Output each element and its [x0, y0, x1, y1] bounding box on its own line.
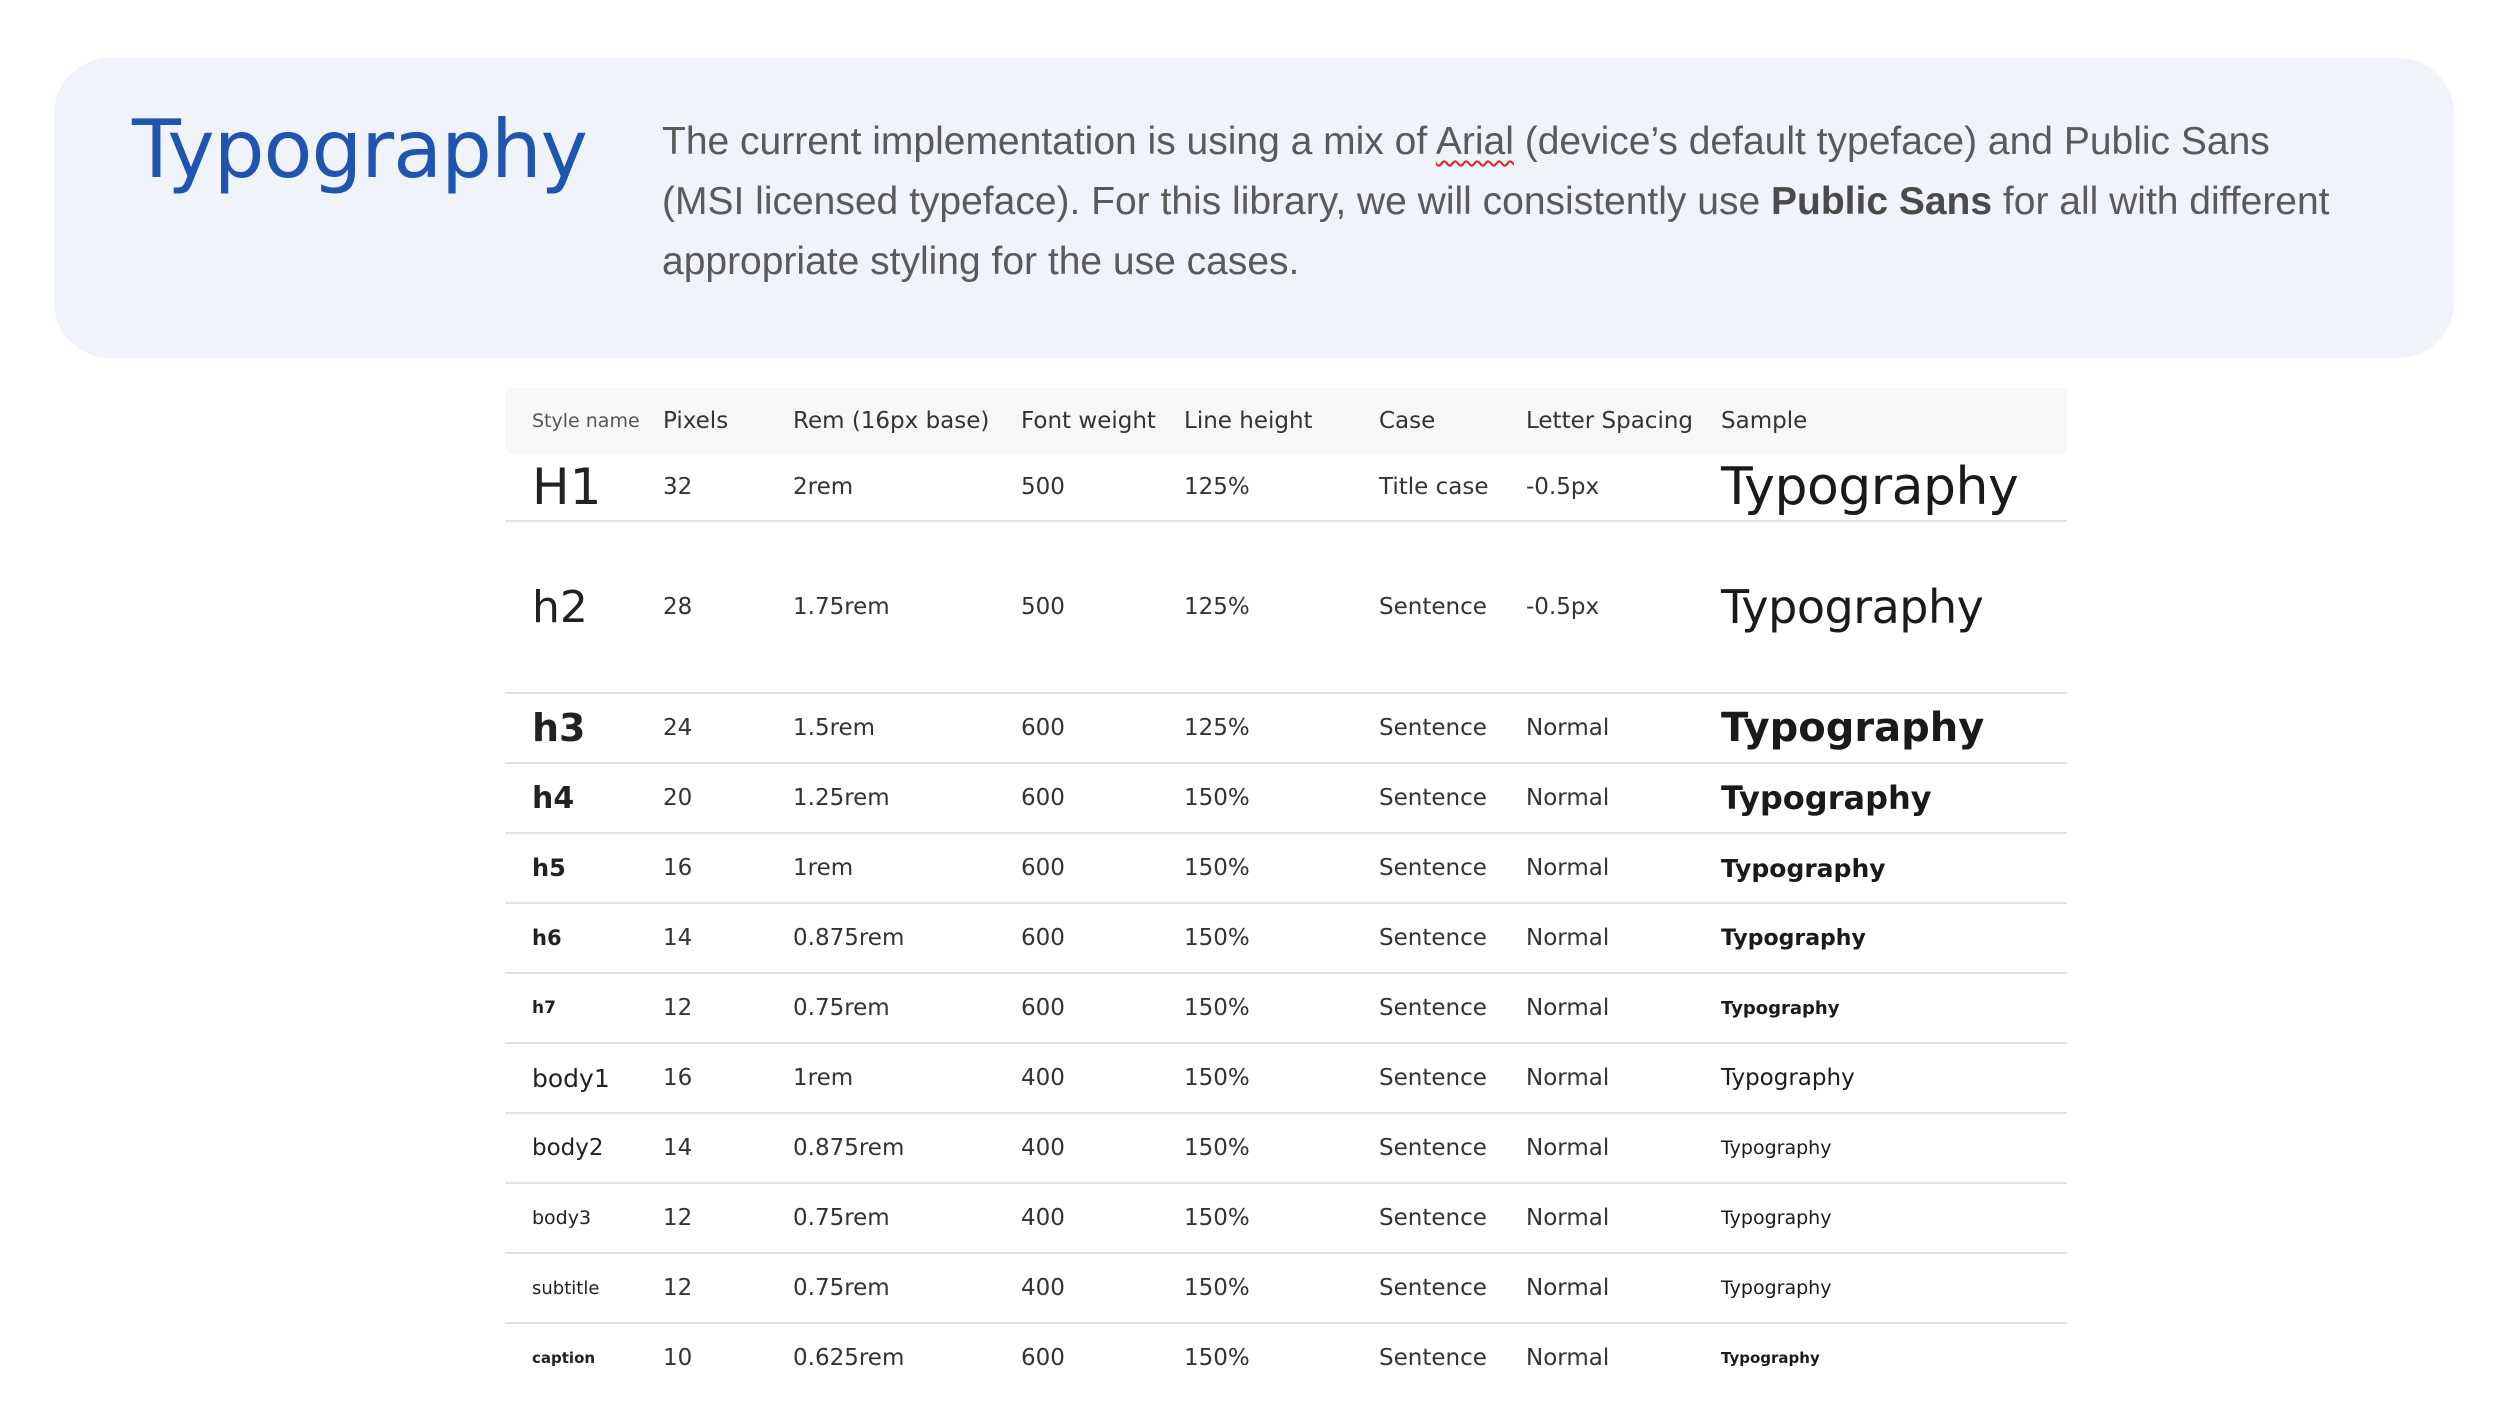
case-cell: Sentence — [1379, 925, 1487, 951]
sample-cell: Typography — [1721, 997, 1840, 1019]
rem-cell: 0.75rem — [793, 1275, 890, 1301]
pixels-cell: 10 — [663, 1345, 693, 1371]
sample-cell: Typography — [1721, 456, 2019, 517]
rem-cell: 1.25rem — [793, 785, 890, 811]
table-row — [505, 834, 2067, 904]
rem-cell: 0.875rem — [793, 1135, 905, 1161]
letter-spacing-cell: Normal — [1526, 785, 1610, 811]
intro-description — [662, 112, 2362, 292]
line-height-cell: 125% — [1184, 715, 1250, 741]
pixels-cell: 12 — [663, 1205, 693, 1231]
letter-spacing-cell: -0.5px — [1526, 594, 1600, 620]
font-weight-cell: 400 — [1021, 1205, 1065, 1231]
pixels-cell: 12 — [663, 995, 693, 1021]
table-row — [505, 522, 2067, 694]
case-cell: Sentence — [1379, 1135, 1487, 1161]
header-letter-spacing: Letter Spacing — [1526, 407, 1694, 434]
table-row — [505, 1114, 2067, 1184]
style-name-cell: subtitle — [532, 1277, 600, 1299]
line-height-cell: 150% — [1184, 1135, 1250, 1161]
letter-spacing-cell: Normal — [1526, 1205, 1610, 1231]
font-weight-cell: 600 — [1021, 1345, 1065, 1371]
header-case: Case — [1379, 407, 1436, 434]
intro-text-part-3: for all with different appropriate styling for the use cases. — [662, 180, 2330, 283]
font-weight-cell: 600 — [1021, 995, 1065, 1021]
pixels-cell: 24 — [663, 715, 693, 741]
header-sample: Sample — [1721, 407, 1808, 434]
sample-cell: Typography — [1721, 1349, 1820, 1367]
table-row — [505, 1254, 2067, 1324]
font-weight-cell: 400 — [1021, 1275, 1065, 1301]
pixels-cell: 16 — [663, 855, 693, 881]
sample-cell: Typography — [1721, 1137, 1832, 1159]
style-name-cell: h5 — [532, 854, 566, 882]
font-weight-cell: 400 — [1021, 1065, 1065, 1091]
font-weight-cell: 600 — [1021, 715, 1065, 741]
sample-cell: Typography — [1721, 580, 1984, 634]
font-weight-cell: 400 — [1021, 1135, 1065, 1161]
style-name-cell: body1 — [532, 1063, 610, 1093]
letter-spacing-cell: Normal — [1526, 1275, 1610, 1301]
letter-spacing-cell: Normal — [1526, 1135, 1610, 1161]
rem-cell: 1.5rem — [793, 715, 876, 741]
typography-table — [505, 388, 2067, 1392]
sample-cell: Typography — [1721, 705, 1985, 751]
line-height-cell: 150% — [1184, 1065, 1250, 1091]
case-cell: Sentence — [1379, 715, 1487, 741]
style-name-cell: h7 — [532, 998, 556, 1018]
sample-cell: Typography — [1721, 779, 1932, 817]
sample-cell: Typography — [1721, 853, 1886, 883]
case-cell: Title case — [1379, 473, 1489, 500]
table-row — [505, 453, 2067, 522]
style-name-cell: h4 — [532, 780, 575, 816]
line-height-cell: 150% — [1184, 925, 1250, 951]
style-name-cell: h3 — [532, 706, 586, 750]
header-rem: Rem (16px base) — [793, 407, 990, 434]
case-cell: Sentence — [1379, 855, 1487, 881]
table-row — [505, 1324, 2067, 1392]
table-row — [505, 1184, 2067, 1254]
case-cell: Sentence — [1379, 594, 1487, 620]
rem-cell: 0.75rem — [793, 1205, 890, 1231]
header-font-weight: Font weight — [1021, 407, 1156, 434]
rem-cell: 2rem — [793, 473, 854, 500]
font-weight-cell: 600 — [1021, 855, 1065, 881]
pixels-cell: 20 — [663, 785, 693, 811]
pixels-cell: 14 — [663, 1135, 693, 1161]
intro-text-part-1: The current implementation is using a mix of — [662, 120, 1436, 163]
page-title: Typography — [132, 103, 587, 196]
table-row — [505, 974, 2067, 1044]
intro-emphasis-public-sans: Public Sans — [1771, 180, 1993, 223]
line-height-cell: 150% — [1184, 785, 1250, 811]
style-name-cell: h2 — [532, 581, 588, 633]
table-row — [505, 904, 2067, 974]
letter-spacing-cell: Normal — [1526, 995, 1610, 1021]
rem-cell: 1rem — [793, 855, 854, 881]
font-weight-cell: 500 — [1021, 473, 1065, 500]
style-name-cell: body3 — [532, 1207, 592, 1229]
table-row — [505, 694, 2067, 764]
case-cell: Sentence — [1379, 1205, 1487, 1231]
font-weight-cell: 500 — [1021, 594, 1065, 620]
style-name-cell: body2 — [532, 1135, 604, 1161]
pixels-cell: 14 — [663, 925, 693, 951]
letter-spacing-cell: Normal — [1526, 925, 1610, 951]
sample-cell: Typography — [1721, 925, 1866, 951]
line-height-cell: 150% — [1184, 1275, 1250, 1301]
rem-cell: 0.75rem — [793, 995, 890, 1021]
style-name-cell: H1 — [532, 457, 602, 516]
letter-spacing-cell: Normal — [1526, 1065, 1610, 1091]
line-height-cell: 150% — [1184, 1205, 1250, 1231]
case-cell: Sentence — [1379, 1275, 1487, 1301]
line-height-cell: 125% — [1184, 473, 1250, 500]
rem-cell: 0.875rem — [793, 925, 905, 951]
pixels-cell: 32 — [663, 473, 693, 500]
font-weight-cell: 600 — [1021, 785, 1065, 811]
pixels-cell: 28 — [663, 594, 693, 620]
letter-spacing-cell: Normal — [1526, 1345, 1610, 1371]
style-name-cell: caption — [532, 1349, 596, 1367]
intro-text-part-2: (device’s default typeface) and Public Sans (MSI licensed typeface). For this library, we will consistently use — [662, 120, 2270, 223]
font-weight-cell: 600 — [1021, 925, 1065, 951]
sample-cell: Typography — [1721, 1065, 1855, 1091]
letter-spacing-cell: -0.5px — [1526, 473, 1600, 500]
sample-cell: Typography — [1721, 1207, 1832, 1229]
style-name-cell: h6 — [532, 926, 562, 950]
letter-spacing-cell: Normal — [1526, 855, 1610, 881]
rem-cell: 1rem — [793, 1065, 854, 1091]
line-height-cell: 150% — [1184, 855, 1250, 881]
line-height-cell: 150% — [1184, 995, 1250, 1021]
line-height-cell: 150% — [1184, 1345, 1250, 1371]
table-body — [505, 453, 2067, 1392]
header-style-name: Style name — [532, 409, 640, 432]
rem-cell: 0.625rem — [793, 1345, 905, 1371]
pixels-cell: 16 — [663, 1065, 693, 1091]
header-pixels: Pixels — [663, 407, 729, 434]
table-row — [505, 764, 2067, 834]
table-header-row — [505, 388, 2067, 453]
spellcheck-word-arial: Arial — [1435, 120, 1514, 163]
case-cell: Sentence — [1379, 1065, 1487, 1091]
letter-spacing-cell: Normal — [1526, 715, 1610, 741]
table-row — [505, 1044, 2067, 1114]
case-cell: Sentence — [1379, 995, 1487, 1021]
header-line-height: Line height — [1184, 407, 1313, 434]
pixels-cell: 12 — [663, 1275, 693, 1301]
line-height-cell: 125% — [1184, 594, 1250, 620]
sample-cell: Typography — [1721, 1277, 1832, 1299]
rem-cell: 1.75rem — [793, 594, 890, 620]
case-cell: Sentence — [1379, 1345, 1487, 1371]
case-cell: Sentence — [1379, 785, 1487, 811]
